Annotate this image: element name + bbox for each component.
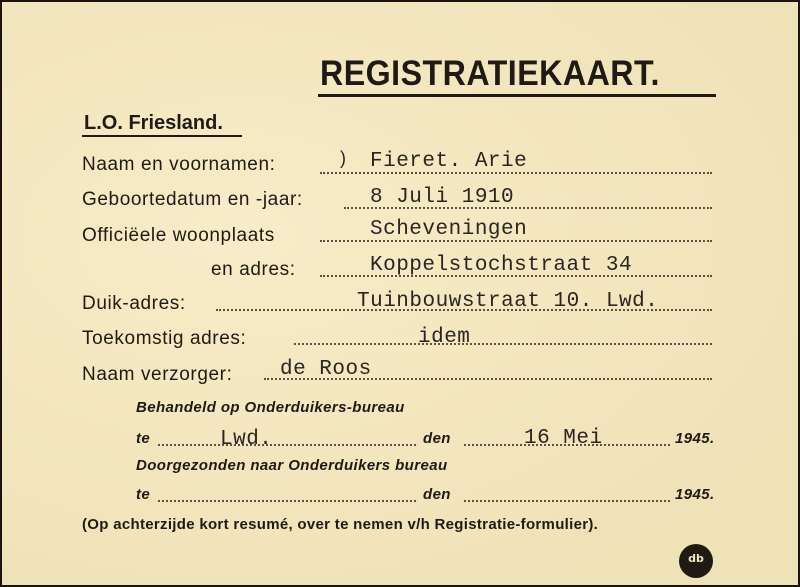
doorgezonden-heading: Doorgezonden naar Onderduikers bureau [136,457,448,474]
doorgezonden-year: 1945. [675,486,715,503]
woonplaats-label: Officiëele woonplaats [82,225,275,246]
verzorger-label: Naam verzorger: [82,364,233,385]
doorgezonden-te-label: te [136,486,151,503]
geboorte-value: 8 Juli 1910 [370,186,515,209]
title-underline [318,94,716,97]
verzorger-value: de Roos [280,358,372,381]
naam-label: Naam en voornamen: [82,154,276,175]
behandeld-den-value: 16 Mei [524,427,603,450]
geboorte-label: Geboortedatum en -jaar: [82,189,303,210]
duik-label: Duik-adres: [82,293,186,314]
organization-underline [82,135,242,137]
toekomstig-dotted-line [294,343,712,345]
doorgezonden-den-dotted-line [464,500,670,502]
footnote: (Op achterzijde kort resumé, over te nemen v/h Registratie-formulier). [82,516,599,533]
behandeld-heading: Behandeld op Onderduikers-bureau [136,399,405,416]
behandeld-te-dotted-line [158,444,416,446]
toekomstig-label: Toekomstig adres: [82,328,247,349]
behandeld-year: 1945. [675,430,715,447]
naam-value: Fieret. Arie [370,150,528,173]
behandeld-te-value: Lwd. [220,428,273,451]
doorgezonden-te-dotted-line [158,500,416,502]
adres-label: en adres: [211,259,296,280]
printer-stamp-logo: db [679,544,713,578]
adres-value: Koppelstochstraat 34 [370,254,633,277]
woonplaats-value: Scheveningen [370,218,528,241]
toekomstig-value: idem [418,326,471,349]
registration-card [2,2,798,585]
card-title: REGISTRATIEKAART. [320,54,660,93]
behandeld-te-label: te [136,430,151,447]
pen-mark: ) [340,148,346,168]
doorgezonden-den-label: den [423,486,451,503]
behandeld-den-label: den [423,430,451,447]
organization-label: L.O. Friesland. [84,112,223,134]
duik-value: Tuinbouwstraat 10. Lwd. [357,290,659,313]
